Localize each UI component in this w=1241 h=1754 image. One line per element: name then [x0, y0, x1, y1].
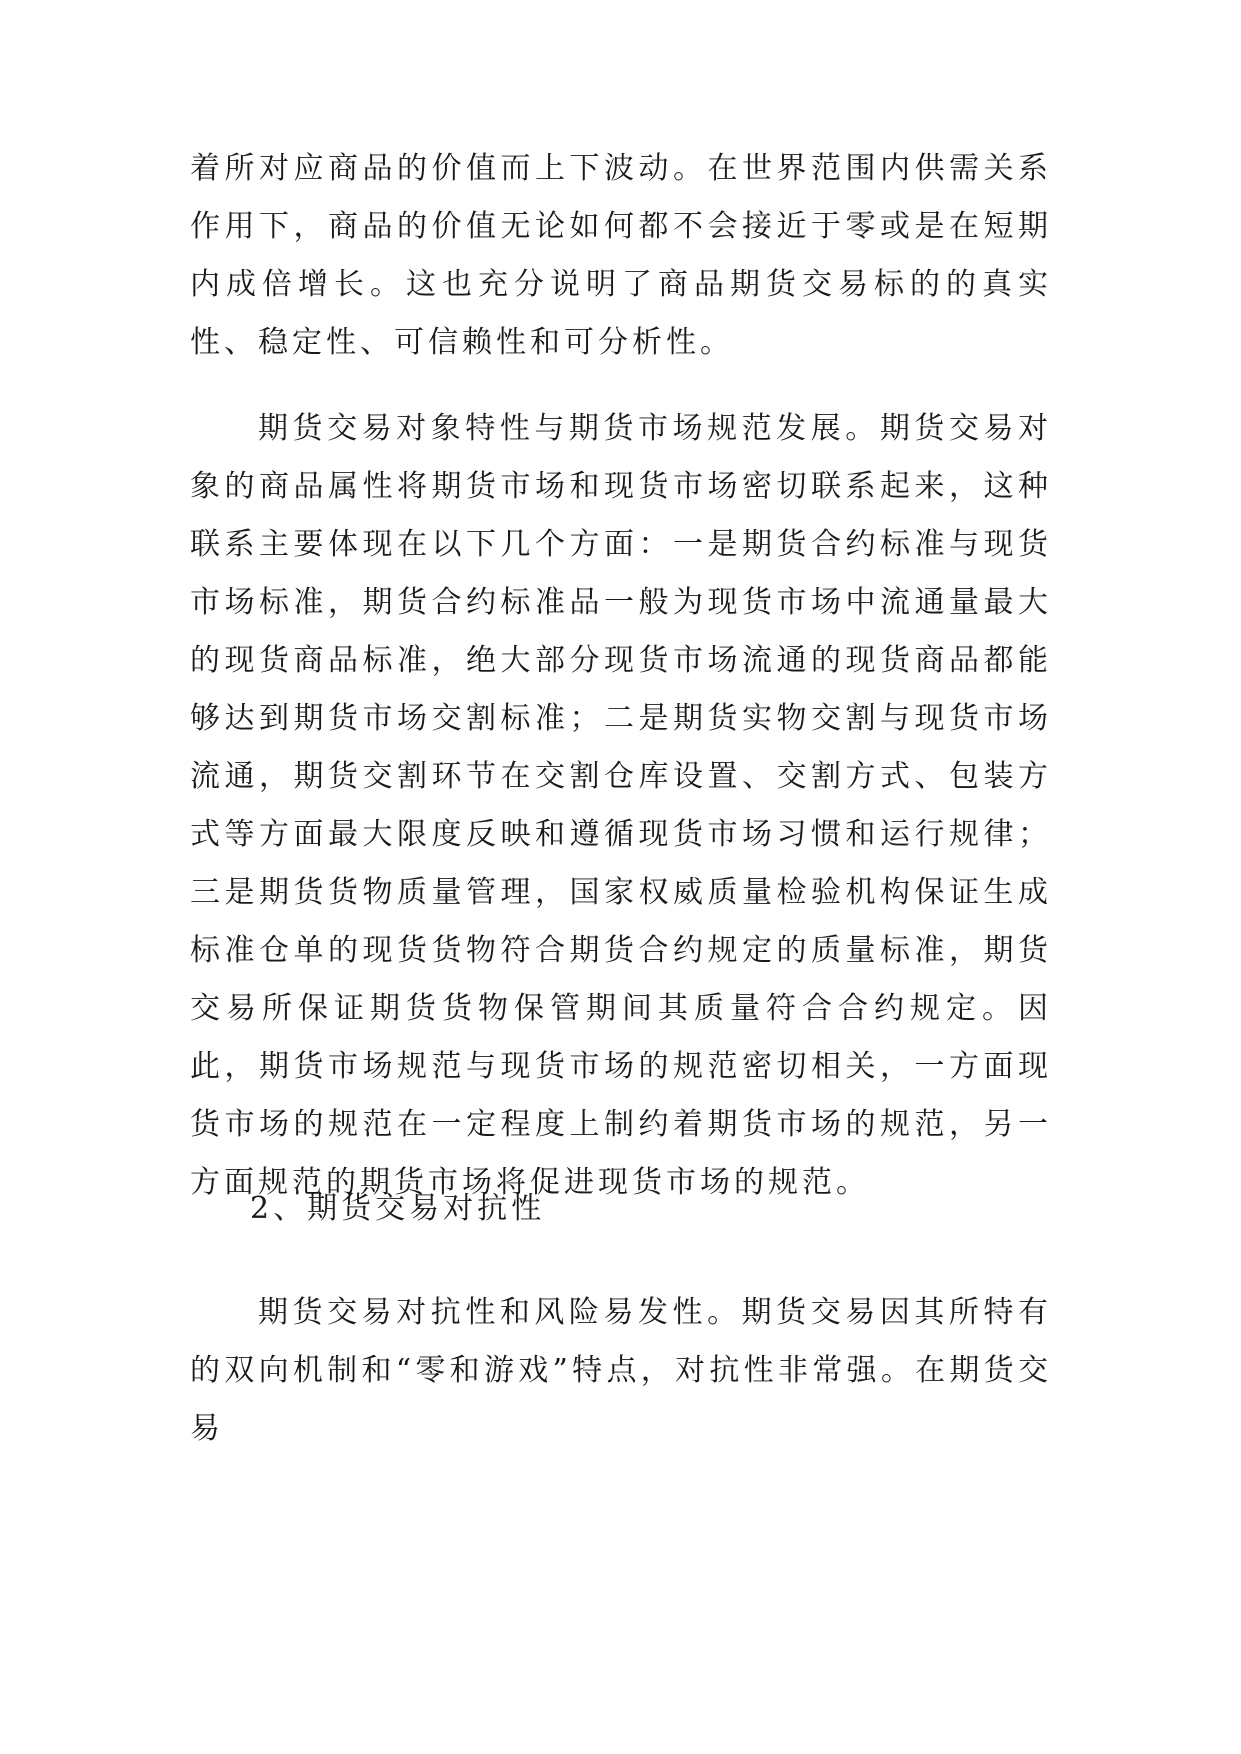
section-heading: 2、期货交易对抗性 [250, 1191, 546, 1226]
paragraph-market-standards [190, 400, 1052, 1212]
paragraph-continuation [190, 140, 1052, 372]
paragraph-text: 着所对应商品的价值而上下波动。在世界范围内供需关系作用下，商品的价值无论如何都不会接近于零或是在短期内成倍增长。这也充分说明了商品期货交易标的的真实性、稳定性、可信赖性和可分析性。 [190, 151, 1052, 360]
paragraph-text: 期货交易对象特性与期货市场规范发展。期货交易对象的商品属性将期货市场和现货市场密切联系起来，这种联系主要体现在以下几个方面：一是期货合约标准与现货市场标准，期货合约标准品一般为现货市场中流通量最大的现货商品标准，绝大部分现货市场流通的现货商品都能够达到期货市场交割标准；二是期货实物交割与现货市场流通，期货交割环节在交割仓库设置、交割方式、包装方式等方面最大限度反映和遵循现货市场习惯和运行规律；三是期货货物质量管理，国家权威质量检验机构保证生成标准仓单的现货货物符合期货合约规定的质量标准，期货交易所保证期货货物保管期间其质量符合合约规定。因此，期货市场规范与现货市场的规范密切相关，一方面现货市场的规范在一定程度上制约着期货市场的规范，另一方面规范的期货市场将促进现货市场的规范。 [190, 411, 1052, 1200]
paragraph-adversarial [190, 1284, 1052, 1458]
paragraph-text: 期货交易对抗性和风险易发性。期货交易因其所特有的双向机制和“零和游戏”特点，对抗性非常强。在期货交易 [190, 1295, 1052, 1446]
